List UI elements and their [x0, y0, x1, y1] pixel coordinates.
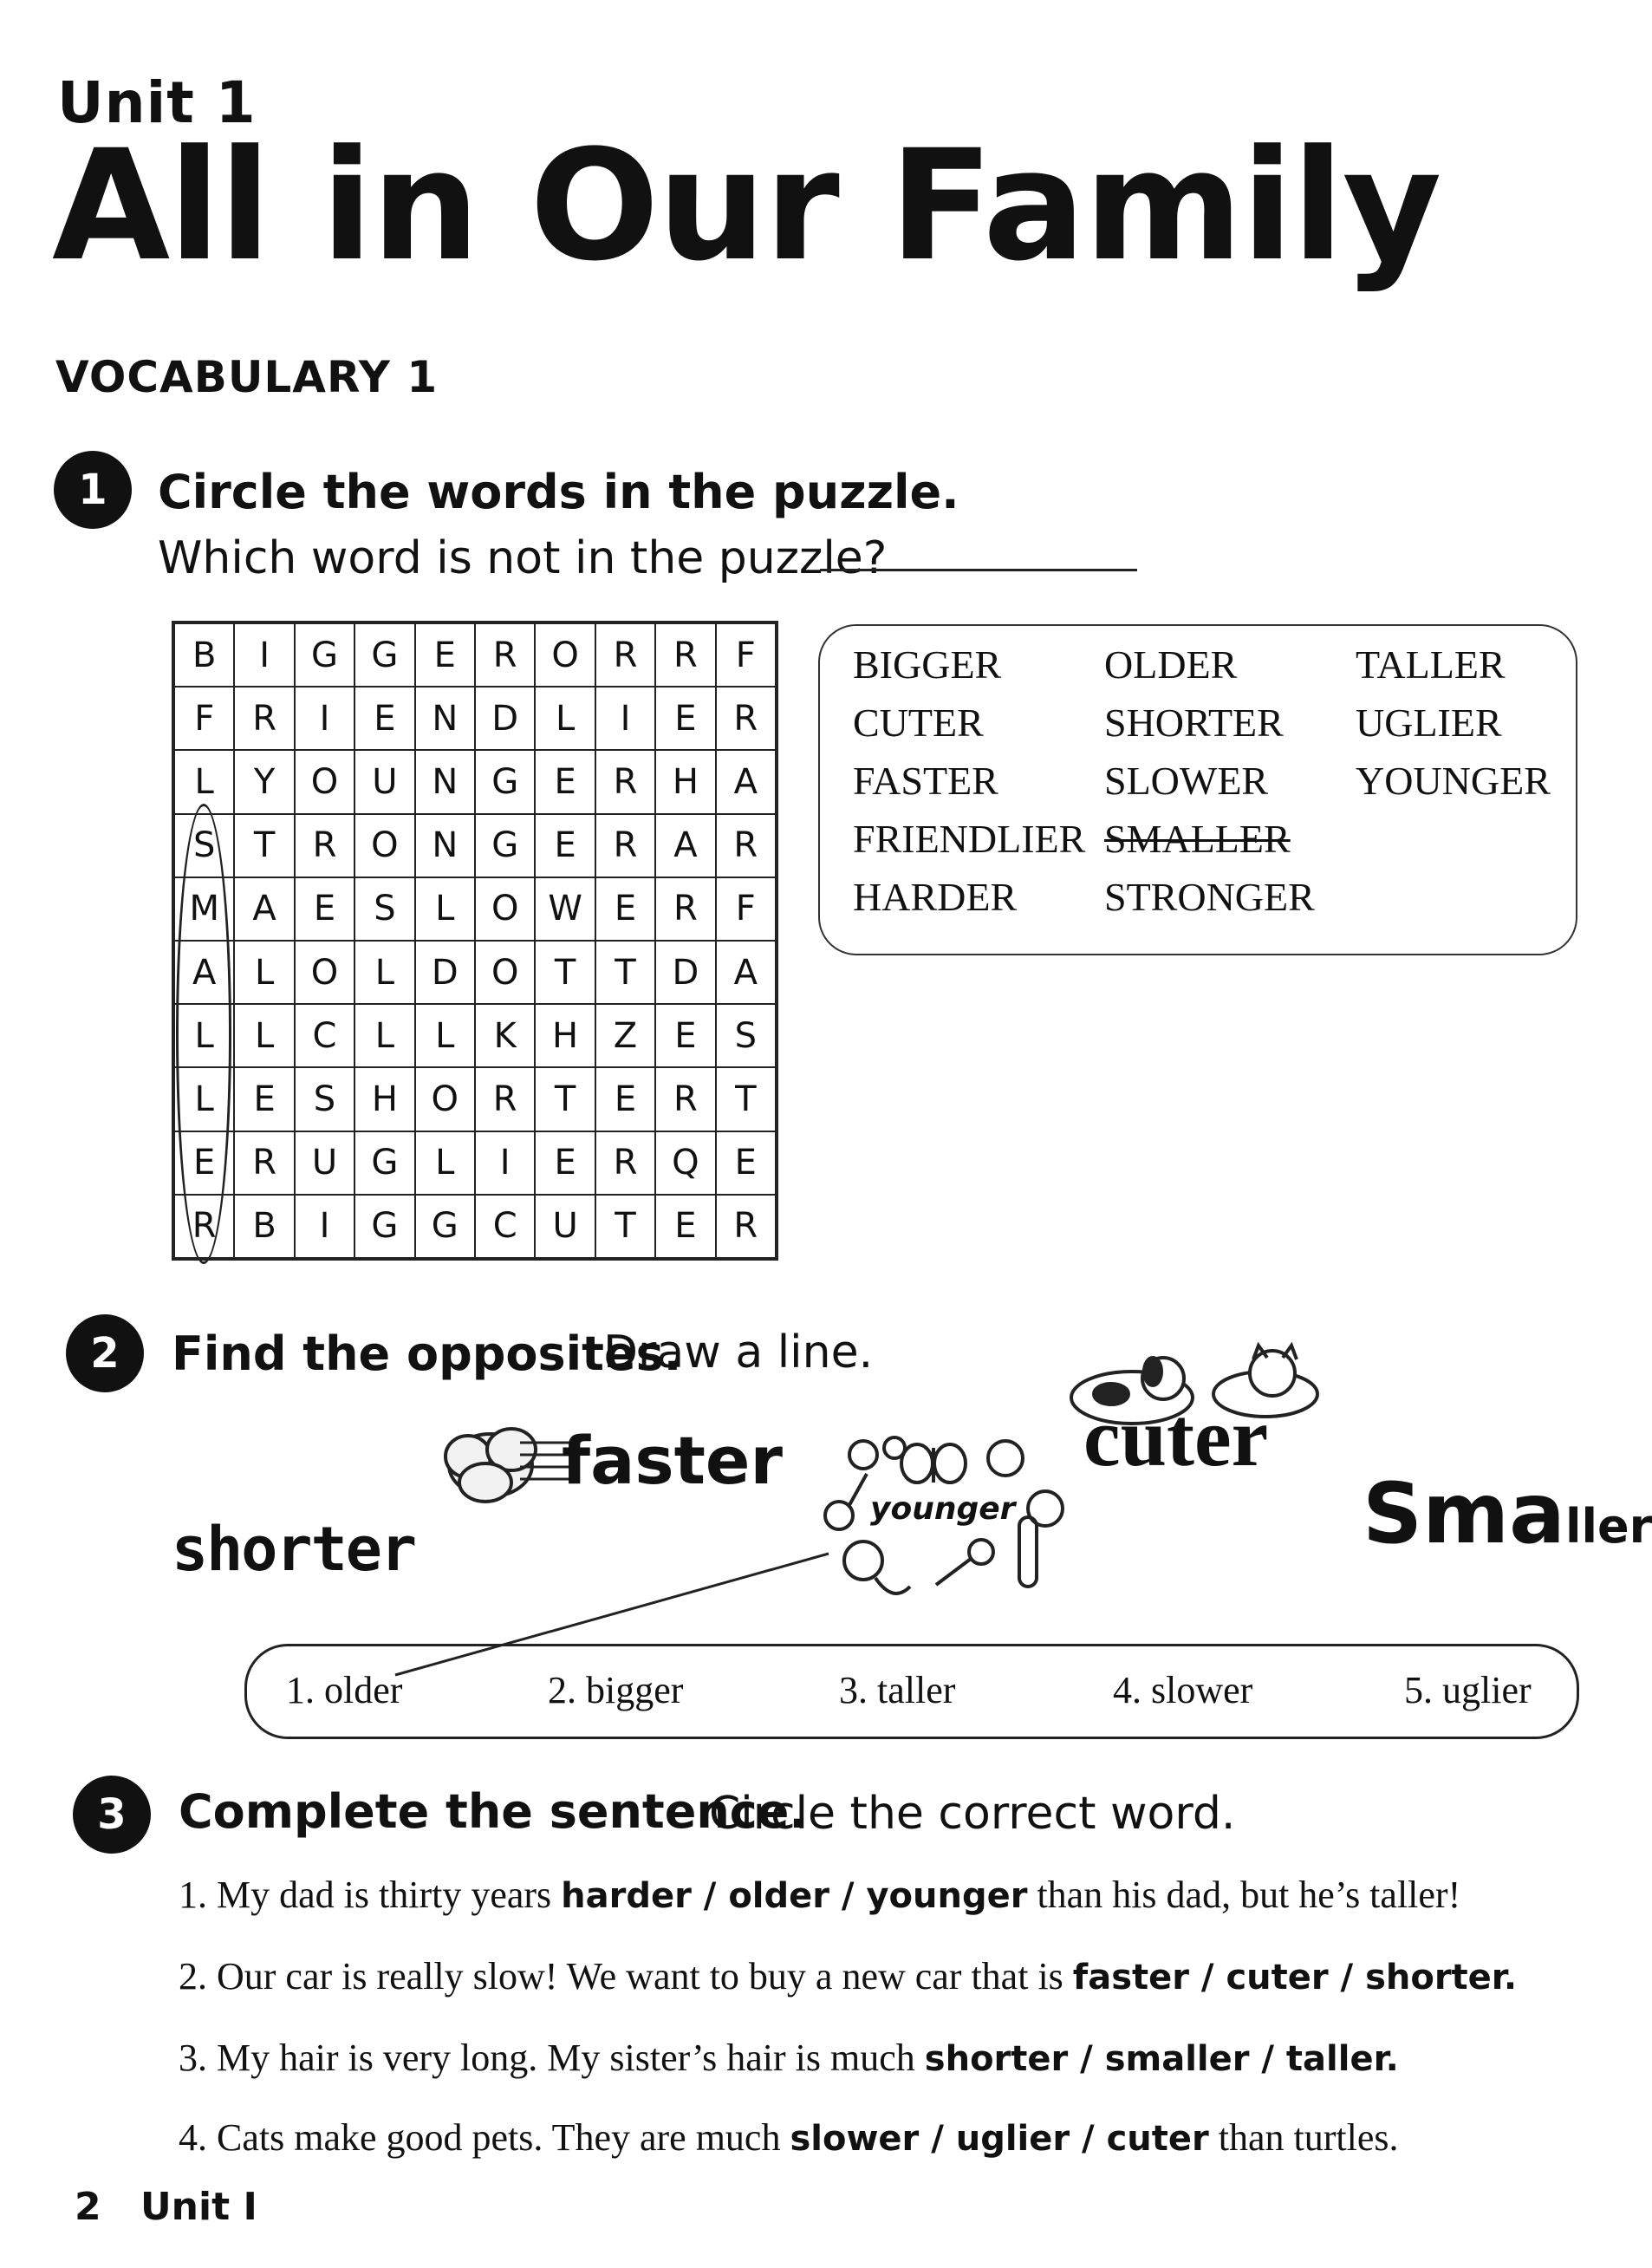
grid-cell[interactable]: Q: [655, 1131, 715, 1195]
grid-cell[interactable]: L: [354, 941, 414, 1004]
grid-cell[interactable]: W: [535, 877, 595, 941]
faster-cloud-icon: [446, 1429, 536, 1502]
grid-cell[interactable]: R: [234, 1131, 294, 1195]
grid-cell[interactable]: R: [655, 1067, 715, 1131]
grid-cell[interactable]: E: [174, 1131, 234, 1195]
grid-cell[interactable]: L: [415, 877, 475, 941]
grid-cell[interactable]: L: [174, 1067, 234, 1131]
grid-cell[interactable]: T: [595, 941, 655, 1004]
answer-option-4[interactable]: 4. slower: [1113, 1669, 1253, 1711]
word-list-item: BIGGER: [853, 642, 1002, 687]
grid-cell[interactable]: I: [475, 1131, 535, 1195]
sentence-4-options[interactable]: slower / uglier / cuter: [790, 2119, 1209, 2159]
grid-cell[interactable]: F: [716, 877, 776, 941]
answer-option-2[interactable]: 2. bigger: [548, 1669, 684, 1711]
word-list-item: OLDER: [1104, 642, 1238, 687]
grid-cell[interactable]: O: [475, 877, 535, 941]
grid-cell[interactable]: B: [234, 1195, 294, 1258]
grid-cell[interactable]: R: [595, 1131, 655, 1195]
grid-cell[interactable]: G: [475, 750, 535, 813]
grid-cell[interactable]: U: [295, 1131, 354, 1195]
grid-cell[interactable]: C: [295, 1004, 354, 1067]
word-list-item: SMALLER: [1104, 817, 1291, 861]
sentence-3: [179, 2036, 1399, 2080]
grid-cell[interactable]: H: [655, 750, 715, 813]
grid-cell[interactable]: U: [354, 750, 414, 813]
sentence-2-options[interactable]: faster / cuter / shorter.: [1072, 1958, 1518, 1998]
sentence-1-options[interactable]: harder / older / younger: [561, 1876, 1028, 1916]
grid-cell[interactable]: H: [535, 1004, 595, 1067]
grid-cell[interactable]: E: [595, 1067, 655, 1131]
exercise-2-number: 2: [66, 1314, 144, 1392]
footer: [75, 2185, 257, 2229]
grid-cell[interactable]: E: [234, 1067, 294, 1131]
grid-cell[interactable]: L: [354, 1004, 414, 1067]
grid-cell[interactable]: E: [655, 1195, 715, 1258]
grid-cell[interactable]: T: [716, 1067, 776, 1131]
grid-cell[interactable]: I: [295, 687, 354, 750]
page-title: All in Our Family: [52, 117, 1441, 295]
word-smaller-large: Sma: [1363, 1465, 1565, 1562]
grid-cell[interactable]: R: [716, 687, 776, 750]
grid-cell[interactable]: R: [475, 1067, 535, 1131]
word-smaller-small: ller: [1564, 1499, 1652, 1554]
word-list-item: SLOWER: [1104, 759, 1269, 803]
exercise-3-title: Complete the sentence.: [179, 1784, 807, 1839]
word-list-item: TALLER: [1356, 642, 1506, 687]
grid-cell[interactable]: G: [475, 814, 535, 877]
grid-cell[interactable]: R: [475, 623, 535, 687]
grid-cell[interactable]: L: [174, 1004, 234, 1067]
grid-cell[interactable]: E: [655, 687, 715, 750]
word-cuter: cuter: [1083, 1391, 1269, 1483]
grid-cell[interactable]: R: [655, 877, 715, 941]
exercise-1-number: 1: [54, 451, 132, 529]
grid-cell[interactable]: L: [174, 750, 234, 813]
grid-cell[interactable]: I: [295, 1195, 354, 1258]
grid-cell[interactable]: F: [716, 623, 776, 687]
grid-cell[interactable]: R: [716, 814, 776, 877]
grid-cell[interactable]: E: [595, 877, 655, 941]
grid-cell[interactable]: L: [234, 1004, 294, 1067]
grid-cell[interactable]: S: [354, 877, 414, 941]
grid-cell[interactable]: A: [174, 941, 234, 1004]
grid-cell[interactable]: L: [234, 941, 294, 1004]
grid-cell[interactable]: R: [234, 687, 294, 750]
grid-cell[interactable]: R: [655, 623, 715, 687]
word-list-item: HARDER: [853, 875, 1018, 919]
grid-cell[interactable]: Y: [234, 750, 294, 813]
grid-cell[interactable]: M: [174, 877, 234, 941]
grid-cell[interactable]: S: [174, 814, 234, 877]
answer-option-1[interactable]: 1. older: [286, 1669, 403, 1711]
grid-cell[interactable]: H: [354, 1067, 414, 1131]
grid-cell[interactable]: K: [475, 1004, 535, 1067]
exercise-1-title: Circle the words in the puzzle.: [158, 465, 959, 519]
page-number: 2: [75, 2185, 101, 2229]
exercise-3-number: 3: [73, 1776, 151, 1854]
sentence-4-text: 4. Cats make good pets. They are much: [179, 2116, 790, 2159]
grid-cell[interactable]: B: [174, 623, 234, 687]
grid-cell[interactable]: G: [415, 1195, 475, 1258]
word-list: [853, 642, 1564, 936]
grid-cell[interactable]: E: [415, 623, 475, 687]
grid-cell[interactable]: E: [295, 877, 354, 941]
grid-cell[interactable]: A: [716, 750, 776, 813]
grid-cell[interactable]: L: [415, 1131, 475, 1195]
sentence-3-options[interactable]: shorter / smaller / taller.: [924, 2039, 1399, 2079]
grid-cell[interactable]: R: [174, 1195, 234, 1258]
word-list-item: SHORTER: [1104, 701, 1284, 745]
sentence-1-end: than his dad, but he’s taller!: [1027, 1874, 1461, 1916]
grid-cell[interactable]: E: [716, 1131, 776, 1195]
grid-cell[interactable]: R: [595, 623, 655, 687]
grid-cell[interactable]: E: [655, 1004, 715, 1067]
sentence-1-text: 1. My dad is thirty years: [179, 1874, 562, 1916]
word-younger: younger: [870, 1491, 1016, 1527]
grid-cell[interactable]: E: [535, 750, 595, 813]
grid-cell[interactable]: E: [535, 1131, 595, 1195]
unit-label: Unit 1: [57, 69, 257, 136]
word-list-item: STRONGER: [1104, 875, 1315, 919]
grid-cell[interactable]: A: [234, 877, 294, 941]
answer-blank-line[interactable]: [820, 569, 1137, 571]
grid-cell[interactable]: I: [595, 687, 655, 750]
answer-option-5[interactable]: 5. uglier: [1404, 1669, 1532, 1711]
sentence-4-end: than turtles.: [1208, 2116, 1399, 2159]
word-shorter: shorter: [172, 1514, 416, 1585]
word-list-item: CUTER: [853, 701, 984, 745]
sentence-2: [179, 1954, 1517, 1998]
word-list-item: FRIENDLIER: [853, 817, 1086, 861]
grid-cell[interactable]: L: [415, 1004, 475, 1067]
grid-cell[interactable]: U: [535, 1195, 595, 1258]
grid-cell[interactable]: A: [716, 941, 776, 1004]
exercise-2-subtitle: Draw a line.: [603, 1326, 874, 1378]
grid-cell[interactable]: E: [354, 687, 414, 750]
grid-cell[interactable]: T: [535, 941, 595, 1004]
grid-cell[interactable]: G: [354, 623, 414, 687]
grid-cell[interactable]: O: [354, 814, 414, 877]
grid-cell[interactable]: D: [475, 687, 535, 750]
grid-cell[interactable]: O: [475, 941, 535, 1004]
grid-cell[interactable]: I: [234, 623, 294, 687]
section-heading: VOCABULARY 1: [55, 352, 439, 402]
grid-cell[interactable]: L: [535, 687, 595, 750]
grid-cell[interactable]: S: [295, 1067, 354, 1131]
exercise-1-question: Which word is not in the puzzle?: [158, 532, 888, 584]
grid-cell[interactable]: C: [475, 1195, 535, 1258]
grid-cell[interactable]: T: [234, 814, 294, 877]
grid-cell[interactable]: R: [295, 814, 354, 877]
grid-cell[interactable]: O: [415, 1067, 475, 1131]
grid-cell[interactable]: N: [415, 750, 475, 813]
grid-cell[interactable]: G: [295, 623, 354, 687]
grid-cell[interactable]: F: [174, 687, 234, 750]
grid-cell[interactable]: O: [535, 623, 595, 687]
exercise-3-subtitle: Circle the correct word.: [709, 1788, 1236, 1840]
grid-cell[interactable]: G: [354, 1131, 414, 1195]
sentence-2-text: 2. Our car is really slow! We want to buy a new car that is: [179, 1955, 1073, 1998]
grid-cell[interactable]: O: [295, 941, 354, 1004]
grid-cell[interactable]: D: [655, 941, 715, 1004]
word-faster: faster: [562, 1422, 783, 1499]
circled-word-smaller: [176, 804, 231, 1264]
grid-cell[interactable]: T: [595, 1195, 655, 1258]
sentence-1: [179, 1873, 1460, 1917]
grid-cell[interactable]: S: [716, 1004, 776, 1067]
footer-unit: Unit I: [140, 2185, 257, 2229]
grid-cell[interactable]: D: [415, 941, 475, 1004]
word-list-item: YOUNGER: [1356, 759, 1551, 803]
word-search-grid[interactable]: [172, 621, 778, 1261]
grid-cell[interactable]: O: [295, 750, 354, 813]
grid-cell[interactable]: A: [655, 814, 715, 877]
word-list-item: UGLIER: [1356, 701, 1502, 745]
word-smaller: [1363, 1465, 1652, 1562]
grid-cell[interactable]: N: [415, 814, 475, 877]
grid-cell[interactable]: E: [535, 814, 595, 877]
grid-cell[interactable]: R: [595, 814, 655, 877]
grid-cell[interactable]: G: [354, 1195, 414, 1258]
grid-cell[interactable]: T: [535, 1067, 595, 1131]
grid-cell[interactable]: Z: [595, 1004, 655, 1067]
exercise-2-title: Find the opposites.: [172, 1326, 682, 1381]
word-list-item: FASTER: [853, 759, 998, 803]
sentence-4: [179, 2115, 1398, 2160]
grid-cell[interactable]: R: [716, 1195, 776, 1258]
sentence-3-text: 3. My hair is very long. My sister’s hair is much: [179, 2037, 925, 2079]
grid-cell[interactable]: N: [415, 687, 475, 750]
grid-cell[interactable]: R: [595, 750, 655, 813]
answer-option-3[interactable]: 3. taller: [839, 1669, 956, 1711]
